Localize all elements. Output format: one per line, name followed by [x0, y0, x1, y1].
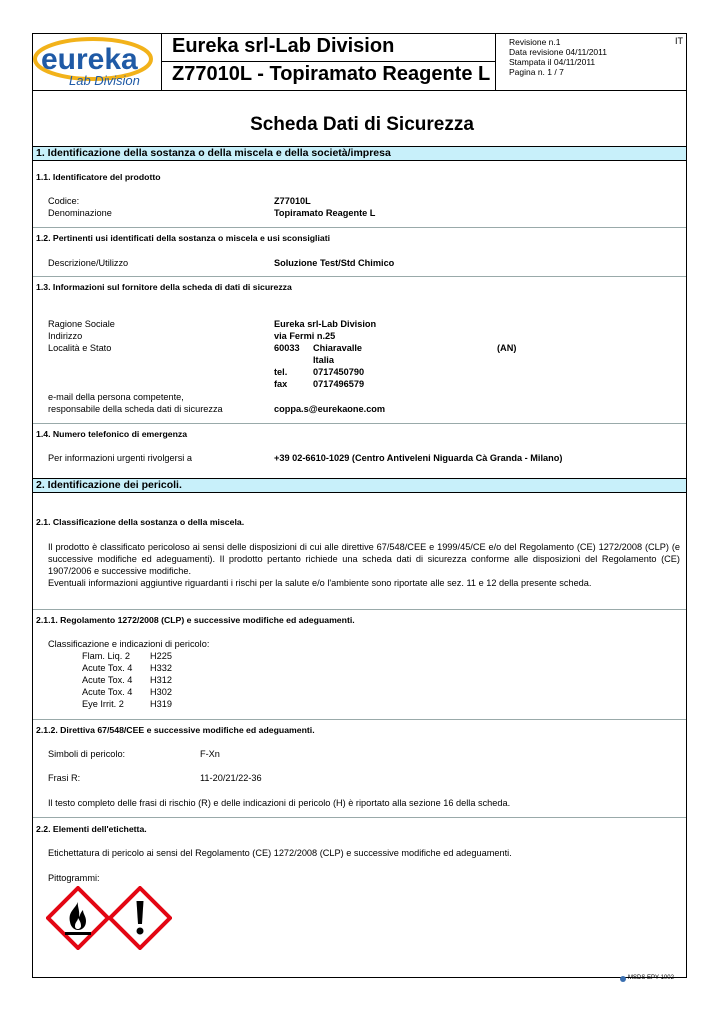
- section-1-title: 1. Identificazione della sostanza o della miscela e della società/impresa: [36, 147, 391, 159]
- revision: Revisione n.1: [509, 37, 561, 47]
- header-divider: [33, 90, 686, 91]
- revision-date: Data revisione 04/11/2011: [509, 47, 607, 57]
- labelling-text: Etichettatura di pericolo ai sensi del Regolamento (CE) 1272/2008 (CLP) e successive modifiche ed adeguamenti.: [48, 848, 512, 858]
- section-1-header: [33, 146, 686, 161]
- codice-label: Codice:: [48, 196, 80, 206]
- subsection-1-2: 1.2. Pertinenti usi identificati della sostanza o miscela e usi sconsigliati: [36, 233, 331, 243]
- stato-value: Italia: [313, 355, 334, 365]
- rule: [33, 817, 686, 818]
- subsection-2-1-2: 2.1.2. Direttiva 67/548/CEE e successive modifiche ed adeguamenti.: [36, 725, 315, 735]
- citta-value: Chiaravalle: [313, 343, 363, 353]
- email-value[interactable]: coppa.s@eurekaone.com: [274, 404, 386, 414]
- denominazione-label: Denominazione: [48, 208, 112, 218]
- simboli-value: F-Xn: [200, 749, 220, 759]
- document-title: Scheda Dati di Sicurezza: [250, 114, 474, 135]
- tel-label: tel.: [274, 367, 288, 377]
- hazard-class: Acute Tox. 4: [82, 687, 133, 697]
- denominazione-value: Topiramato Reagente L: [274, 208, 376, 218]
- section-2-header: [33, 478, 686, 493]
- indirizzo-label: Indirizzo: [48, 331, 83, 341]
- rule: [33, 423, 686, 424]
- logo-sub: Lab Division: [69, 73, 140, 88]
- uso-value: Soluzione Test/Std Chimico: [274, 258, 395, 268]
- subsection-2-1-1: 2.1.1. Regolamento 1272/2008 (CLP) e successive modifiche ed adeguamenti.: [36, 615, 355, 625]
- email-label-line1: e-mail della persona competente,: [48, 392, 184, 402]
- cap-value: 60033: [274, 343, 300, 353]
- classification-label: Classificazione e indicazioni di pericolo:: [48, 639, 210, 649]
- frasi-label: Frasi R:: [48, 773, 81, 783]
- hazard-code: H312: [150, 675, 172, 685]
- subsection-1-4: 1.4. Numero telefonico di emergenza: [36, 429, 188, 439]
- hazard-code: H302: [150, 687, 172, 697]
- ragione-label: Ragione Sociale: [48, 319, 115, 329]
- urgent-label: Per informazioni urgenti rivolgersi a: [48, 453, 192, 463]
- product-title: Z77010L - Topiramato Reagente L: [172, 63, 491, 85]
- frasi-value: 11-20/21/22-36: [200, 773, 262, 783]
- hazard-code: H319: [150, 699, 172, 709]
- print-date: Stampata il 04/11/2011: [509, 57, 596, 67]
- eureka-logo: [33, 33, 159, 90]
- rule: [33, 609, 686, 610]
- hazard-class: Flam. Liq. 2: [82, 651, 130, 661]
- rule: [33, 276, 686, 277]
- tel-value: 0717450790: [313, 367, 365, 377]
- codice-value: Z77010L: [274, 196, 311, 206]
- company-name: Eureka srl-Lab Division: [172, 35, 395, 57]
- uso-label: Descrizione/Utilizzo: [48, 258, 129, 268]
- subsection-1-3: 1.3. Informazioni sul fornitore della scheda di dati di sicurezza: [36, 282, 292, 292]
- hazard-class: Eye Irrit. 2: [82, 699, 124, 709]
- fax-value: 0717496579: [313, 379, 365, 389]
- provincia-value: (AN): [497, 343, 517, 353]
- subsection-1-1: 1.1. Identificatore del prodotto: [36, 172, 161, 182]
- section-2-title: 2. Identificazione dei pericoli.: [36, 479, 182, 491]
- fax-label: fax: [274, 379, 288, 389]
- pictograms-label: Pittogrammi:: [48, 873, 100, 883]
- page-number: Pagina n. 1 / 7: [509, 67, 564, 77]
- urgent-value: +39 02-6610-1029 (Centro Antiveleni Niguarda Cà Granda - Milano): [274, 453, 563, 463]
- flame-pictogram-icon: [46, 886, 110, 950]
- indirizzo-value: via Fermi n.25: [274, 331, 336, 341]
- footer-code: MSDS EPY 1002: [628, 975, 674, 981]
- language-code: IT: [675, 36, 683, 46]
- rule: [33, 719, 686, 720]
- header-title-divider: [161, 61, 495, 62]
- rule: [33, 227, 686, 228]
- exclamation-pictogram-icon: [108, 886, 172, 950]
- classification-paragraph: Il prodotto è classificato pericoloso ai sensi delle disposizioni di cui alle direttive 67/548/CEE e 1999/45/CE e/o del Regolamento (CE) 1272/2008 (CLP) (e successive modifiche ed adeguamenti). Il prodotto pertanto richiede una scheda dati di sicurezza conforme alle disposizioni del Regolamento (CE) 1907/2006 e successive modifiche.: [48, 542, 680, 576]
- subsection-2-2: 2.2. Elementi dell'etichetta.: [36, 824, 147, 834]
- hazard-code: H332: [150, 663, 172, 673]
- email-label-line2: responsabile della scheda dati di sicurezza: [48, 404, 223, 414]
- simboli-label: Simboli di pericolo:: [48, 749, 126, 759]
- hazard-code: H225: [150, 651, 172, 661]
- hazard-class: Acute Tox. 4: [82, 675, 133, 685]
- additional-info-paragraph: Eventuali informazioni aggiuntive riguardanti i rischi per la salute e/o l'ambiente sono riportate alle sez. 11 e 12 della presente scheda.: [48, 578, 592, 588]
- footer-logo-icon: [620, 976, 626, 982]
- header-logo-cell: [33, 33, 162, 90]
- ragione-value: Eureka srl-Lab Division: [274, 319, 377, 329]
- localita-label: Località e Stato: [48, 343, 112, 353]
- hazard-class: Acute Tox. 4: [82, 663, 133, 673]
- subsection-2-1: 2.1. Classificazione della sostanza o della miscela.: [36, 517, 245, 527]
- full-text-note: Il testo completo delle frasi di rischio (R) e delle indicazioni di pericolo (H) è riportato alla sezione 16 della scheda.: [48, 798, 511, 808]
- logo-word: eureka: [41, 43, 138, 76]
